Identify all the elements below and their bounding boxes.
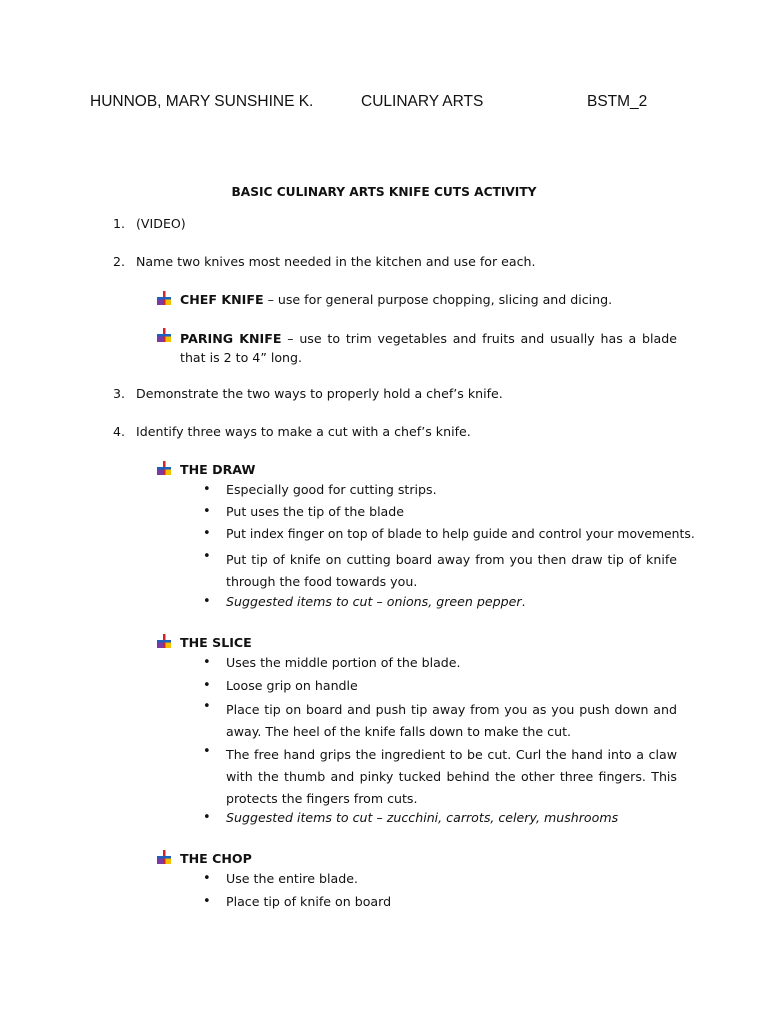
chop-item-2: Place tip of knife on board xyxy=(226,894,392,909)
chop-heading: THE CHOP xyxy=(180,851,252,866)
slice-suggested: Suggested items to cut – zucchini, carrots, celery, mushrooms xyxy=(226,810,619,825)
arrow-marker-icon xyxy=(157,634,171,648)
knife1-line xyxy=(180,292,612,308)
slice-item-2: Loose grip on handle xyxy=(226,678,358,693)
bullet-dot: • xyxy=(203,699,211,714)
knife2-name: PARING KNIFE xyxy=(180,331,282,346)
knife1-desc: – use for general purpose chopping, slicing and dicing. xyxy=(263,292,613,307)
draw-heading: THE DRAW xyxy=(180,462,256,477)
knife2-line xyxy=(180,329,677,367)
bullet-dot: • xyxy=(203,871,211,886)
bullet-dot: • xyxy=(203,894,211,909)
arrow-marker-icon xyxy=(157,291,171,305)
q3-text: Demonstrate the two ways to properly hold a chef’s knife. xyxy=(136,386,503,401)
q1-number: 1. xyxy=(113,216,126,231)
q4-number: 4. xyxy=(113,424,126,439)
draw-item-4: Put tip of knife on cutting board away from you then draw tip of knife through the food towards you. xyxy=(226,552,677,589)
arrow-marker-icon xyxy=(157,850,171,864)
arrow-marker-icon xyxy=(157,328,171,342)
subject-name: CULINARY ARTS xyxy=(361,93,484,110)
section-code: BSTM_2 xyxy=(587,93,648,110)
slice-item-4: The free hand grips the ingredient to be cut. Curl the hand into a claw with the thumb and pinky tucked behind the other three fingers. This protects the fingers from cuts. xyxy=(226,747,677,806)
draw-item-2: Put uses the tip of the blade xyxy=(226,504,405,519)
page-title: BASIC CULINARY ARTS KNIFE CUTS ACTIVITY xyxy=(231,185,537,199)
draw-suggested-text: Suggested items to cut – onions, green pepper xyxy=(226,594,522,609)
draw-suggested xyxy=(226,594,526,610)
q2-number: 2. xyxy=(113,254,126,269)
draw-item-1: Especially good for cutting strips. xyxy=(226,482,437,497)
bullet-dot: • xyxy=(203,810,211,825)
bullet-dot: • xyxy=(203,678,211,693)
bullet-dot: • xyxy=(203,526,211,541)
q2-text: Name two knives most needed in the kitchen and use for each. xyxy=(136,254,536,269)
bullet-dot: • xyxy=(203,655,211,670)
bullet-dot: • xyxy=(203,482,211,497)
draw-item-3: Put index finger on top of blade to help guide and control your movements. xyxy=(226,526,695,541)
knife2-desc: – use to trim vegetables and fruits and usually has a blade that is 2 to 4” long. xyxy=(180,331,678,365)
draw-suggested-end: . xyxy=(521,594,526,609)
slice-heading: THE SLICE xyxy=(180,635,252,650)
q4-text: Identify three ways to make a cut with a chef’s knife. xyxy=(136,424,471,439)
bullet-dot: • xyxy=(203,594,211,609)
slice-item-3: Place tip on board and push tip away from you as you push down and away. The heel of the knife falls down to make the cut. xyxy=(226,702,677,739)
knife1-name: CHEF KNIFE xyxy=(180,292,264,307)
q3-number: 3. xyxy=(113,386,126,401)
bullet-dot: • xyxy=(203,549,211,564)
bullet-dot: • xyxy=(203,744,211,759)
student-name: HUNNOB, MARY SUNSHINE K. xyxy=(90,93,314,110)
slice-item-1: Uses the middle portion of the blade. xyxy=(226,655,461,670)
bullet-dot: • xyxy=(203,504,211,519)
chop-item-1: Use the entire blade. xyxy=(226,871,358,886)
arrow-marker-icon xyxy=(157,461,171,475)
q1-text: (VIDEO) xyxy=(136,216,186,231)
